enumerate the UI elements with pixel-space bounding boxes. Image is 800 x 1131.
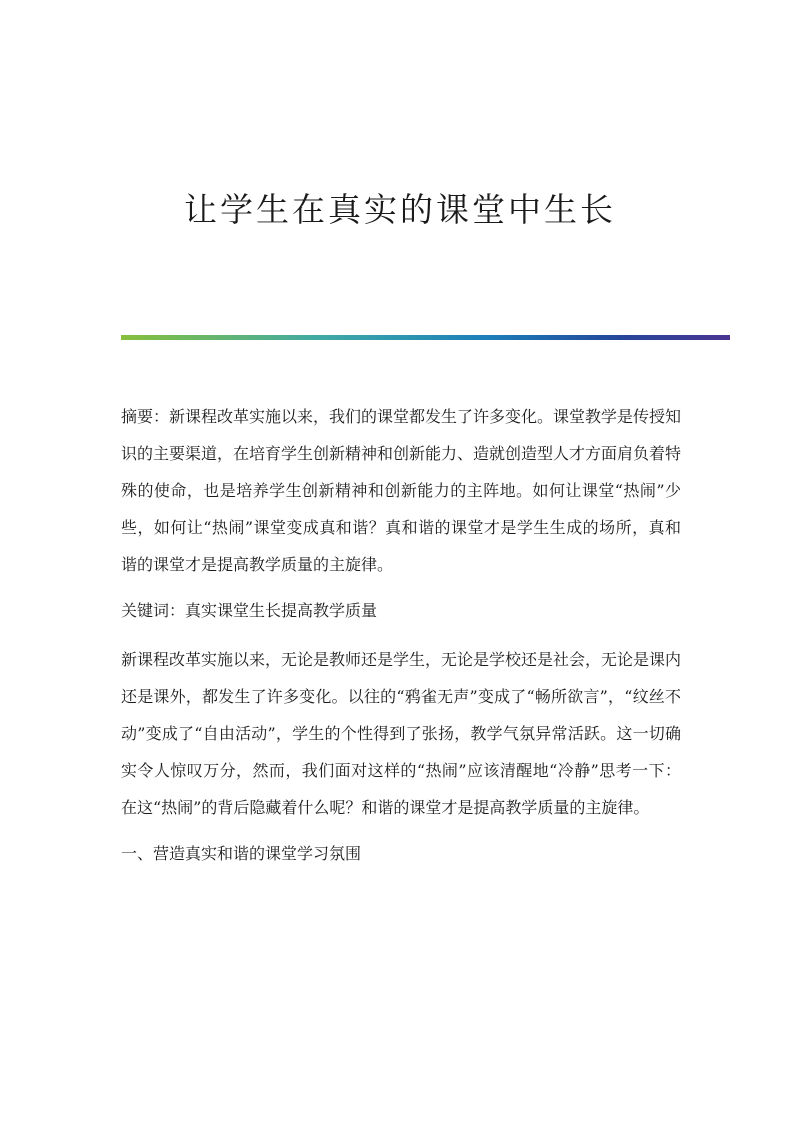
body-paragraph: 新课程改革实施以来，无论是教师还是学生，无论是学校还是社会，无论是课内还是课外，都发生了许多变化。以往的“鸦雀无声”变成了“畅所欲言”，“纹丝不动”变成了“自由活动”，学生的个性得到了张扬，教学气氛异常活跃。这一切确实令人惊叹万分，然而，我们面对这样的“热闹”应该清醒地“冷静”思考一下：在这“热闹”的背后隐藏着什么呢？和谐的课堂才是提高教学质量的主旋律。 bbox=[121, 650, 682, 817]
document-title: 让学生在真实的课堂中生长 bbox=[184, 190, 616, 229]
section-heading: 一、营造真实和谐的课堂学习氛围 bbox=[121, 844, 362, 863]
abstract-paragraph: 摘要：新课程改革实施以来，我们的课堂都发生了许多变化。课堂教学是传授知识的主要渠道，在培育学生创新精神和创新能力、造就创造型人才方面肩负着特殊的使命，也是培养学生创新精神和创新能力的主阵地。如何让课堂“热闹”少些，如何让“热闹”课堂变成真和谐？真和谐的课堂才是学生生成的场所，真和谐的课堂才是提高教学质量的主旋律。 bbox=[121, 407, 682, 574]
gradient-divider bbox=[121, 335, 730, 340]
keywords-line: 关键词：真实课堂生长提高教学质量 bbox=[121, 601, 378, 620]
document-body bbox=[121, 398, 681, 881]
